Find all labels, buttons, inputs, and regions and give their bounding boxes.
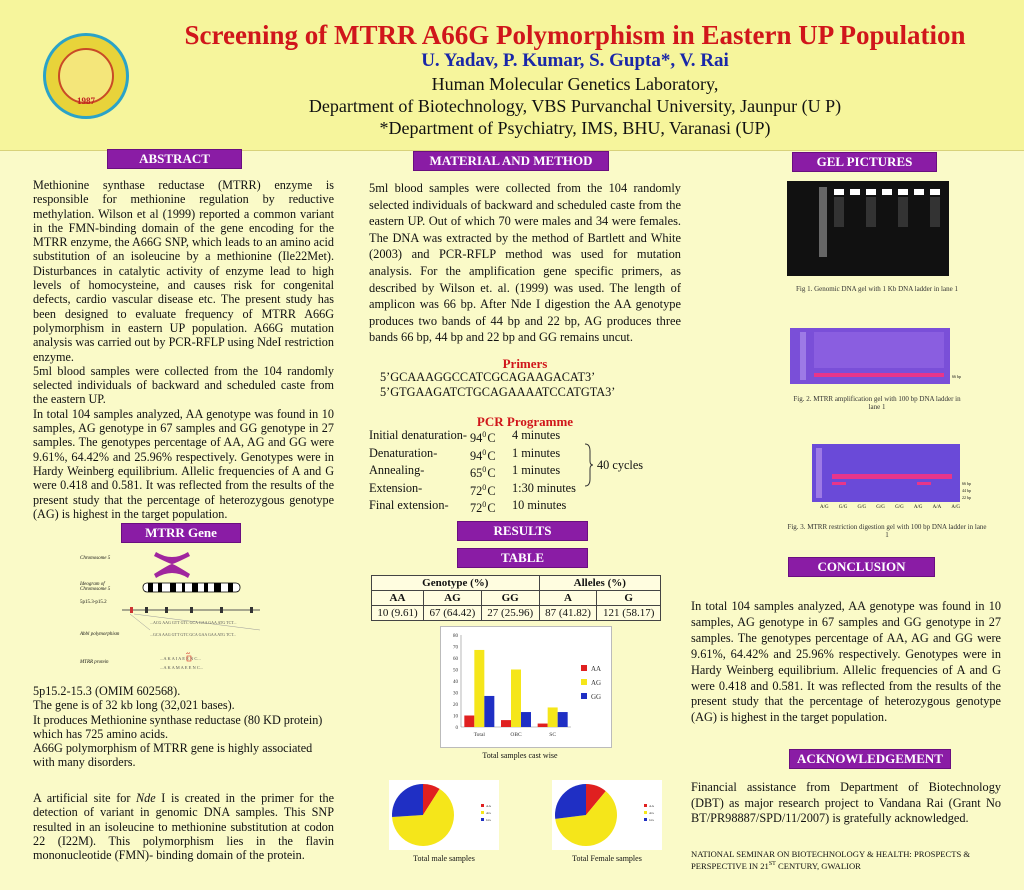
acknowledgement-body: Financial assistance from Department of Biotechnology (DBT) as major research project to Vandana Rai (Grant No BT/PR98887/SPD/11/2007) is gratefully acknowledged.	[691, 780, 1001, 825]
table-group-row	[372, 576, 661, 591]
legend-swatch-AA	[481, 804, 484, 807]
legend-label: AG	[591, 679, 602, 687]
y-tick-label: 60	[453, 657, 458, 662]
lane-label: A/G	[951, 505, 960, 510]
lane-label: G/G	[838, 505, 848, 510]
abstract-heading: ABSTRACT	[107, 149, 242, 169]
bar-chart-caption: Total samples cast wise	[482, 751, 558, 760]
gel3-band-labels: 66 bp 44 bp 22 bp	[962, 481, 971, 500]
pcr-temp: $72^0$ C	[470, 500, 496, 516]
table-cell: 27 (25.96)	[481, 606, 539, 621]
legend-label: AG	[649, 811, 655, 815]
col-header: G	[597, 591, 661, 606]
primer-reverse: 5’GTGAAGATCTGCAGAAAATCCATGTA3’	[380, 385, 616, 399]
legend-label: AG	[486, 811, 492, 815]
pcr-cycles: 40 cycles	[597, 458, 644, 472]
gel3-caption: Fig. 3. MTRR restriction digestion gel with 100 bp DNA ladder in lane 1	[787, 523, 987, 539]
primers-heading: Primers	[502, 356, 548, 371]
pcr-programme	[369, 428, 619, 516]
pie-female-panel	[552, 780, 662, 850]
footer-seminar	[691, 849, 1011, 871]
table-cell: 67 (64.42)	[424, 606, 482, 621]
gene-facts	[33, 684, 333, 770]
bar-chart-panel	[440, 626, 612, 748]
legend-swatch-AA	[644, 804, 647, 807]
gel1-bands	[787, 181, 949, 276]
gel3-lane-labels	[820, 505, 960, 510]
col-header: GG	[481, 591, 539, 606]
fig-label-protein: MTRR protein	[80, 660, 109, 665]
conclusion-heading: CONCLUSION	[788, 557, 935, 577]
bar-AA-Total	[464, 716, 474, 728]
pie-female-caption: Total Female samples	[572, 854, 642, 863]
gel2-band-label: 66 bp	[952, 374, 961, 379]
bar-AG-Total	[474, 650, 484, 727]
legend-swatch-AG	[644, 811, 647, 814]
legend-label: AA	[649, 804, 655, 808]
gene-structure-icon	[120, 602, 270, 642]
bar-AG-SC	[548, 707, 558, 727]
col-header: AA	[372, 591, 424, 606]
table-header-row	[372, 591, 661, 606]
legend-label: GG	[649, 818, 655, 822]
col-header: AG	[424, 591, 482, 606]
pcr-temp: $65^0$ C	[470, 465, 496, 481]
fig-label-chromosome: Chromosome 5	[80, 556, 111, 561]
pcr-heading: PCR Programme	[476, 414, 574, 429]
protein-sequence-icon	[160, 652, 270, 672]
gene-fact-disorders: A66G polymorphism of MTRR gene is highly associated with many disorders.	[33, 741, 313, 770]
table-row	[372, 606, 661, 621]
conclusion-body: In total 104 samples analyzed, AA genotype was found in 10 samples, AG genotype in 67 samples and GG genotype in 27 samples. The genotypes percentage of AA, AG and GG were 9.61%, 64.42% and 25.96% respectively. Genotypes were in Hardy Weinberg equilibrium. Allelic frequencies of A and G were 0.418 and 0.581. It was reflected from the results of the present study that the percentage of heterozygous genotype (AG) is highest in the target population.	[691, 599, 1001, 725]
university-seal-logo	[43, 33, 129, 119]
legend-label: GG	[486, 818, 492, 822]
y-tick-label: 70	[453, 645, 458, 651]
lane-label: A/G	[913, 505, 923, 510]
affiliation-lab: Human Molecular Genetics Laboratory,	[431, 74, 719, 94]
table-cell: 87 (41.82)	[539, 606, 597, 621]
fig-label-polymorphism: Abbl polymorphism	[80, 632, 120, 637]
footer-line-2: PERSPECTIVE IN 21ST CENTURY, GWALIOR	[691, 860, 861, 871]
alleles-header: Alleles (%)	[539, 576, 660, 591]
y-tick-label: 30	[453, 691, 458, 697]
pcr-temp: $72^0$ C	[470, 482, 496, 498]
lead-author: U. Yadav	[421, 50, 494, 71]
ideogram-icon	[142, 581, 242, 595]
lane-label: G/G	[857, 505, 867, 510]
fig-label-ideogram: Ideogram of Chromosome 5	[80, 582, 111, 592]
abstract-para-1: Methionine synthase reductase (MTRR) enzyme is responsible for methionine regulation by reductive methylation. Wilson et al (1999) reported a common variant in the FMN-binding domain of the gene encoding for the MTRR enzyme, the A66G SNP, which leads to an amino acid substitution of an isoleucine by a methionine (Ile22Met). Disturbances in catalytic activity of enzyme lead to high levels of homocysteine, and causes risk for congenital defects, cardio vascular disease etc. The present study has been designed to evaluate frequency of MTRR A66G polymorphism in eastern UP population. A66G mutation analysis was carried out by PCR-RFLP using NdeI restriction enzyme.	[33, 178, 334, 364]
seal-year: 1987	[77, 96, 95, 106]
bar-AG-OBC	[511, 670, 521, 728]
footer-line-1: NATIONAL SEMINAR ON BIOTECHNOLOGY & HEALTH: PROSPECTS &	[691, 849, 971, 859]
x-tick-label: OBC	[510, 732, 522, 738]
method-body: 5ml blood samples were collected from the 104 randomly selected individuals of backward and scheduled caste from the eastern UP. Out of which 70 were males and 34 were females. The DNA was extracted by the method of Bartlett and White (2003) and PCR-RFLP method was used for mutation analysis. For the amplification gene specific primers, as described by Wilson et. al. (1999) was used. The length of amplicon was 66 bp. After Nde I digestion the AA genotype produces two bands of 44 bp and 22 bp, AG produces three bands 66 bp, 44 bp and 22 bp and GG remains uncut.	[369, 181, 681, 345]
legend-label: GG	[591, 693, 602, 701]
authors	[150, 50, 1000, 72]
bar-AA-OBC	[501, 720, 511, 727]
cycles-brace-icon	[584, 443, 594, 487]
pie-slice-GG	[555, 784, 586, 819]
pie-chart-male	[389, 780, 499, 850]
legend-swatch-GG	[644, 818, 647, 821]
genotype-header: Genotype (%)	[372, 576, 540, 591]
results-table	[371, 575, 661, 621]
gel3-bands	[812, 444, 960, 502]
fig-label-locus: 5p15.3-p15.2	[80, 600, 107, 605]
x-tick-label: SC	[549, 732, 557, 738]
y-tick-label: 80	[453, 634, 458, 639]
chromosome-icon	[152, 548, 192, 580]
amplification-gel-image	[790, 328, 950, 384]
svg-text:...GCA AAG GTT GTC GCA GAA GAA: ...GCA AAG GTT GTC GCA GAA GAA ATG TCT...	[150, 632, 237, 637]
pie-male-caption: Total male samples	[413, 854, 475, 863]
lane-label: A/A	[932, 505, 942, 510]
gene-primer-site: A artificial site for Nde I is created in the primer for the detection of variant in genomic DNA samples. This SNP resulted in an isoleucine to methionine substitution at codon 22 (I22M). This polymorphism lies in the flavin mononucleotide (FMN)- binding domain of the protein.	[33, 791, 334, 863]
poster-title: Screening of MTRR A66G Polymorphism in Eastern UP Population	[184, 20, 966, 50]
abstract-para-2: 5ml blood samples were collected from the 104 randomly selected individuals of backward and scheduled caste from the eastern UP.	[33, 363, 334, 407]
y-tick-label: 10	[453, 714, 458, 720]
gel-heading: GEL PICTURES	[792, 152, 937, 172]
lane-label: A/G	[820, 505, 829, 510]
gene-fact-length: The gene is of 32 kb long (32,021 bases).	[33, 698, 235, 713]
bar-GG-OBC	[521, 712, 531, 727]
restriction-digestion-gel-image	[812, 444, 960, 502]
legend-swatch-AA	[581, 665, 587, 671]
abstract-para-3: In total 104 samples analyzed, AA genotype was found in 10 samples, AG genotype in 67 samples and GG genotype in 27 samples. The genotypes percentage of AA, AG and GG were 9.61%, 64.42% and 25.96% respectively. Genotypes were in Hardy Weinberg equilibrium. Allelic frequencies of A and G were 0.418 and 0.581. It was reflected from the results of the present study that the percentage of heterozygous genotype (AG) is highest in the target population.	[33, 406, 334, 521]
pcr-step: Initial denaturation- $94^0$ C 4 minutes	[369, 428, 561, 446]
y-tick-label: 20	[453, 703, 458, 708]
legend-swatch-GG	[581, 693, 587, 699]
pcr-step: Annealing- $65^0$ C 1 minutes	[369, 463, 561, 481]
primer-forward: 5’GCAAAGGCCATCGCAGAAGACAT3’	[380, 370, 596, 384]
bar-GG-Total	[484, 696, 494, 727]
legend-swatch-GG	[481, 818, 484, 821]
affiliation-dept: Department of Biotechnology, VBS Purvanchal University, Jaunpur (U P)	[308, 96, 842, 116]
legend-label: AA	[486, 804, 492, 808]
svg-text:22: 22	[186, 652, 190, 655]
y-tick-label: 0	[455, 726, 458, 731]
affiliation-psychiatry: *Department of Psychiatry, IMS, BHU, Varanasi (UP)	[379, 118, 771, 138]
gene-fact-omim: 5p15.2-15.3 (OMIM 602568).	[33, 684, 181, 698]
legend-label: AA	[591, 665, 602, 673]
y-tick-label: 50	[453, 668, 458, 674]
legend-swatch-AG	[581, 679, 587, 685]
svg-text:...A K A M A E E N C..: ...A K A M A E E N C...	[160, 665, 204, 670]
mtrr-gene-heading: MTRR Gene	[121, 523, 241, 543]
gene-fact-protein: It produces Methionine synthase reductase (80 KD protein) which has 725 amino acids.	[33, 712, 323, 741]
gene-figure	[80, 548, 280, 673]
pcr-step: Final extension- $72^0$ C 10 minutes	[369, 498, 567, 516]
bar-chart	[441, 627, 611, 747]
y-tick-label: 40	[453, 680, 458, 685]
results-heading: RESULTS	[457, 521, 588, 541]
pie-chart-female	[552, 780, 662, 850]
x-tick-label: Total	[473, 732, 485, 738]
method-heading: MATERIAL AND METHOD	[413, 151, 609, 171]
bar-GG-SC	[558, 712, 568, 727]
gel2-bands	[790, 328, 950, 384]
gel1-caption: Fig 1. Genomic DNA gel with 1 Kb DNA ladder in lane 1	[796, 285, 958, 293]
pcr-temp: $94^0$ C	[470, 430, 496, 446]
bar-AA-SC	[538, 724, 548, 727]
co-authors: , P. Kumar, S. Gupta*, V. Rai	[493, 50, 729, 71]
acknowledgement-heading: ACKNOWLEDGEMENT	[789, 749, 951, 769]
pcr-step: Denaturation- $94^0$ C 1 minutes	[369, 445, 561, 463]
pcr-step: Extension- $72^0$ C 1:30 minutes	[369, 480, 576, 498]
lane-label: G/G	[876, 505, 885, 510]
table-cell: 121 (58.17)	[597, 606, 661, 621]
abstract-body	[33, 178, 334, 521]
pie-slice-GG	[392, 784, 423, 817]
lane-label: G/G	[895, 505, 904, 510]
gel2-caption: Fig. 2. MTRR amplification gel with 100 bp DNA ladder in lane 1	[793, 395, 961, 411]
table-cell: 10 (9.61)	[372, 606, 424, 621]
col-header: A	[539, 591, 597, 606]
svg-text:...A K A I A E E N C..: ...A K A I A E E N C...	[160, 656, 201, 661]
legend-swatch-AG	[481, 811, 484, 814]
pcr-temp: $94^0$ C	[470, 447, 496, 463]
svg-text:...ACG AAG GTT GTC GCA GAA GAA: ...ACG AAG GTT GTC GCA GAA GAA ATG TCT...	[150, 620, 237, 625]
genomic-dna-gel-image	[787, 181, 949, 276]
table-heading: TABLE	[457, 548, 588, 568]
pie-male-panel	[389, 780, 499, 850]
